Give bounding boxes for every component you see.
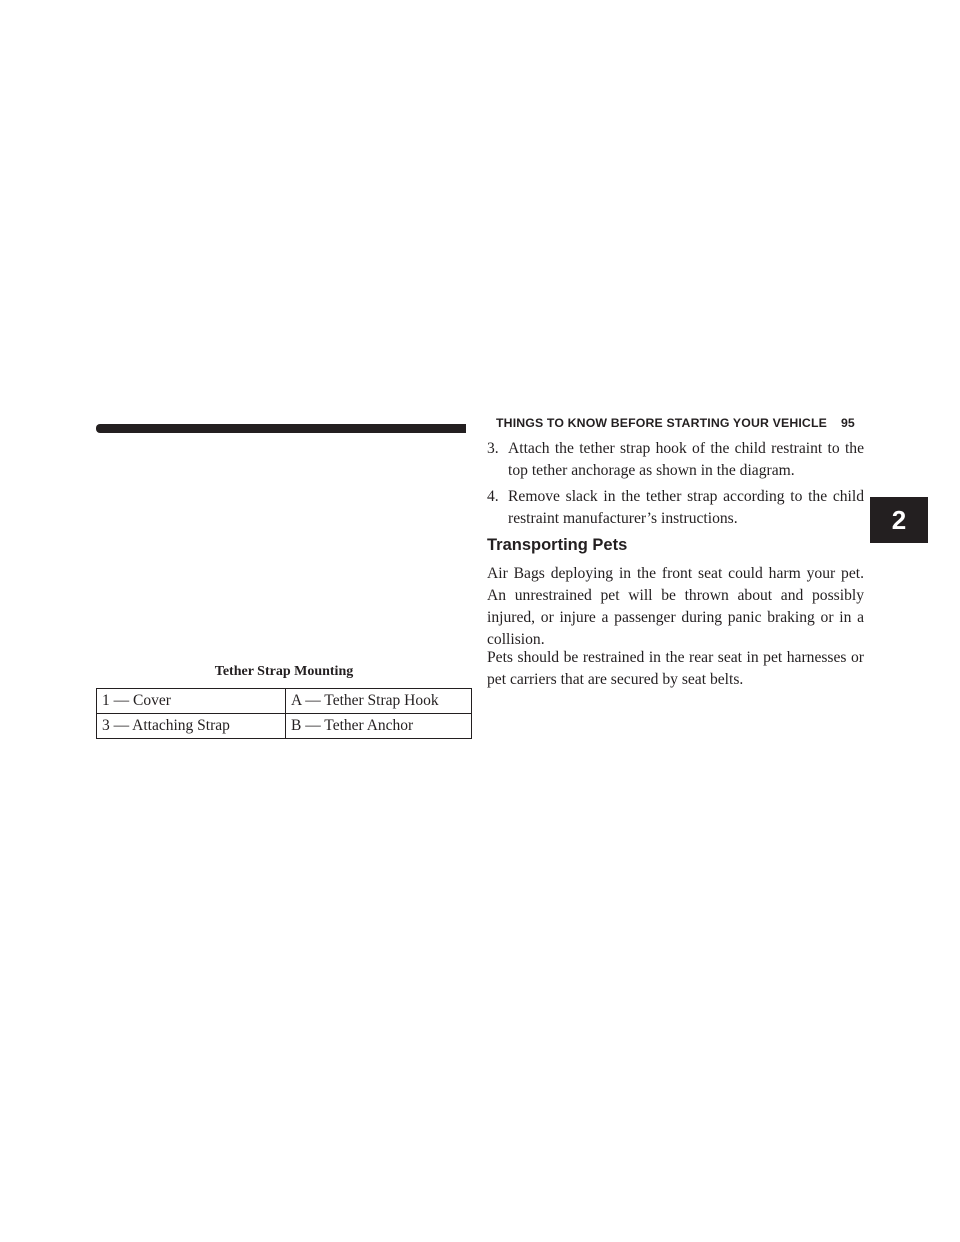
step-item [487, 438, 864, 482]
paragraph: Air Bags deploying in the front seat could harm your pet. An unrestrained pet will be thrown about and possibly injured, or injure a passenger during panic braking or in a collision. [487, 565, 864, 648]
chapter-tab [870, 497, 928, 543]
figure-legend-table [96, 688, 472, 739]
section-heading: Transporting Pets [487, 536, 628, 554]
running-header-title: THINGS TO KNOW BEFORE STARTING YOUR VEHICLE [496, 416, 827, 430]
step-number: 4. [487, 488, 499, 505]
table-row [97, 714, 472, 739]
legend-cell: B — Tether Anchor [286, 714, 472, 739]
step-text: Remove slack in the tether strap according to the child restraint manufacturer’s instructions. [508, 488, 864, 527]
legend-cell: 3 — Attaching Strap [97, 714, 286, 739]
step-text: Attach the tether strap hook of the child restraint to the top tether anchorage as shown in the diagram. [508, 440, 864, 479]
step-item [487, 486, 864, 530]
paragraph: Pets should be restrained in the rear seat in pet harnesses or pet carriers that are secured by seat belts. [487, 649, 864, 688]
legend-cell: A — Tether Strap Hook [286, 689, 472, 714]
header-rule [96, 424, 466, 433]
step-number: 3. [487, 440, 499, 457]
legend-cell: 1 — Cover [97, 689, 286, 714]
chapter-number: 2 [891, 504, 907, 535]
page-number: 95 [841, 416, 855, 430]
figure-caption: Tether Strap Mounting [214, 664, 354, 679]
table-row [97, 689, 472, 714]
